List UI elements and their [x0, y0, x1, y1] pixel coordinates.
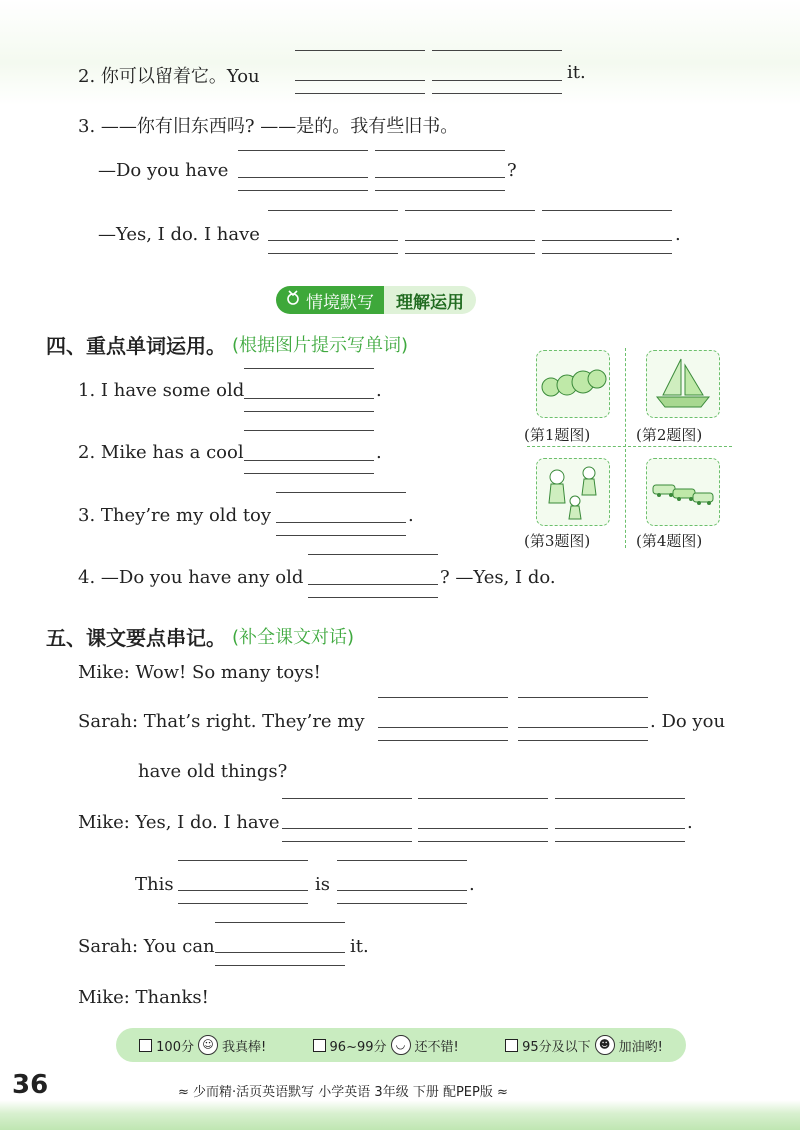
s4-item4: 4. —Do you have any old — [78, 567, 304, 588]
answer-line[interactable] — [375, 177, 505, 178]
score-option-2[interactable] — [313, 1035, 459, 1055]
answer-line[interactable] — [542, 240, 672, 241]
dialog-line1: Mike: Wow! So many toys! — [78, 662, 321, 683]
s4-item3-end: . — [408, 505, 414, 526]
guide-line — [178, 903, 308, 904]
dialog-line5-end: . — [469, 874, 475, 895]
guide-line — [375, 150, 505, 151]
picture-3-dolls — [536, 458, 610, 526]
dialog-line5-is: is — [315, 874, 330, 895]
cheer-face-icon: ☻ — [595, 1035, 615, 1055]
q2-end: it. — [567, 62, 586, 83]
guide-line — [295, 93, 425, 94]
section4-hint: (根据图片提示写单词) — [232, 335, 409, 356]
answer-line[interactable] — [405, 240, 535, 241]
answer-line[interactable] — [337, 890, 467, 891]
guide-line — [378, 697, 508, 698]
q3-line2-end: . — [675, 224, 681, 245]
picture-2-boat — [646, 350, 720, 418]
guide-line — [282, 798, 412, 799]
picture-4-cars — [646, 458, 720, 526]
section5-hint: (补全课文对话) — [232, 627, 355, 648]
s4-item1-end: . — [376, 380, 382, 401]
guide-line — [308, 554, 438, 555]
dialog-line6-end: it. — [350, 936, 369, 957]
guide-line — [555, 841, 685, 842]
answer-line[interactable] — [295, 80, 425, 81]
answer-line[interactable] — [555, 828, 685, 829]
checkbox-icon[interactable] — [505, 1039, 518, 1052]
guide-line — [295, 50, 425, 51]
dialog-line6: Sarah: You can — [78, 936, 215, 957]
guide-line — [178, 860, 308, 861]
answer-line[interactable] — [238, 177, 368, 178]
guide-line — [555, 798, 685, 799]
footer-text: ≈ 少而精·活页英语默写 小学英语 3年级 下册 配PEP版 ≈ — [178, 1085, 508, 1100]
s4-item2-end: . — [376, 442, 382, 463]
score-1-range: 100分 — [156, 1039, 194, 1055]
dialog-line3: have old things? — [138, 761, 288, 782]
score-3-range: 95分及以下 — [522, 1039, 591, 1055]
page-number: 36 — [12, 1070, 49, 1100]
guide-line — [244, 473, 374, 474]
s4-item4-end: ? —Yes, I do. — [440, 567, 556, 588]
guide-line — [337, 903, 467, 904]
guide-line — [375, 190, 505, 191]
guide-line — [542, 253, 672, 254]
guide-line — [432, 50, 562, 51]
picture-1-balls — [536, 350, 610, 418]
answer-line[interactable] — [215, 952, 345, 953]
guide-line — [418, 798, 548, 799]
caption-3: (第3题图) — [524, 532, 591, 550]
answer-line[interactable] — [308, 584, 438, 585]
guide-line — [238, 190, 368, 191]
page-top-background — [0, 0, 800, 105]
s4-item1: 1. I have some old — [78, 380, 245, 401]
guide-line — [432, 93, 562, 94]
answer-line[interactable] — [378, 727, 508, 728]
caption-4: (第4题图) — [636, 532, 703, 550]
caption-1: (第1题图) — [524, 426, 591, 444]
guide-line — [405, 253, 535, 254]
medal-icon — [286, 290, 300, 311]
guide-line — [378, 740, 508, 741]
guide-line — [282, 841, 412, 842]
guide-line — [405, 210, 535, 211]
happy-face-icon: ☺ — [198, 1035, 218, 1055]
guide-line — [244, 411, 374, 412]
q3-line1: —Do you have — [98, 160, 229, 181]
guide-line — [542, 210, 672, 211]
s4-item2: 2. Mike has a cool — [78, 442, 244, 463]
checkbox-icon[interactable] — [313, 1039, 326, 1052]
section4-title: 四、重点单词运用。 — [46, 334, 226, 358]
dialog-line4: Mike: Yes, I do. I have — [78, 812, 280, 833]
badge-label1: 情境默写 — [306, 292, 374, 313]
answer-line[interactable] — [276, 522, 406, 523]
answer-line[interactable] — [282, 828, 412, 829]
dialog-line2-end: . Do you — [650, 711, 726, 732]
guide-line — [268, 253, 398, 254]
guide-line — [215, 922, 345, 923]
answer-line[interactable] — [418, 828, 548, 829]
answer-line[interactable] — [518, 727, 648, 728]
guide-line — [215, 965, 345, 966]
score-2-range: 96~99分 — [329, 1039, 387, 1055]
guide-line — [518, 697, 648, 698]
dialog-line4-end: . — [687, 812, 693, 833]
score-option-3[interactable] — [505, 1035, 663, 1055]
guide-line — [518, 740, 648, 741]
answer-line[interactable] — [432, 80, 562, 81]
answer-line[interactable] — [268, 240, 398, 241]
q3-prompt: 3. ——你有旧东西吗? ——是的。我有些旧书。 — [78, 116, 459, 137]
badge-left — [276, 286, 384, 314]
score-bar — [116, 1028, 686, 1062]
picture-divider-vertical — [625, 348, 626, 548]
section5-title: 五、课文要点串记。 — [46, 626, 226, 650]
smile-face-icon: ◡ — [391, 1035, 411, 1055]
picture-divider-horizontal — [527, 446, 732, 447]
answer-line[interactable] — [244, 460, 374, 461]
guide-line — [308, 597, 438, 598]
score-option-1[interactable] — [139, 1035, 266, 1055]
answer-line[interactable] — [178, 890, 308, 891]
score-3-label: 加油哟! — [618, 1039, 663, 1055]
badge-label2: 理解运用 — [384, 286, 476, 314]
guide-line — [276, 535, 406, 536]
s4-item3: 3. They’re my old toy — [78, 505, 272, 526]
checkbox-icon[interactable] — [139, 1039, 152, 1052]
dialog-line7: Mike: Thanks! — [78, 987, 209, 1008]
caption-2: (第2题图) — [636, 426, 703, 444]
answer-line[interactable] — [244, 398, 374, 399]
guide-line — [244, 430, 374, 431]
score-2-label: 还不错! — [414, 1039, 459, 1055]
q3-line1-end: ? — [507, 160, 517, 181]
guide-line — [418, 841, 548, 842]
guide-line — [244, 368, 374, 369]
section-badge — [276, 286, 476, 314]
q3-line2: —Yes, I do. I have — [98, 224, 260, 245]
guide-line — [268, 210, 398, 211]
score-1-label: 我真棒! — [221, 1039, 267, 1055]
guide-line — [238, 150, 368, 151]
guide-line — [276, 492, 406, 493]
guide-line — [337, 860, 467, 861]
footer-wave — [0, 1100, 800, 1130]
dialog-line2: Sarah: That’s right. They’re my — [78, 711, 365, 732]
dialog-line5-this: This — [135, 874, 174, 895]
q2-prompt: 2. 你可以留着它。You — [78, 66, 260, 87]
